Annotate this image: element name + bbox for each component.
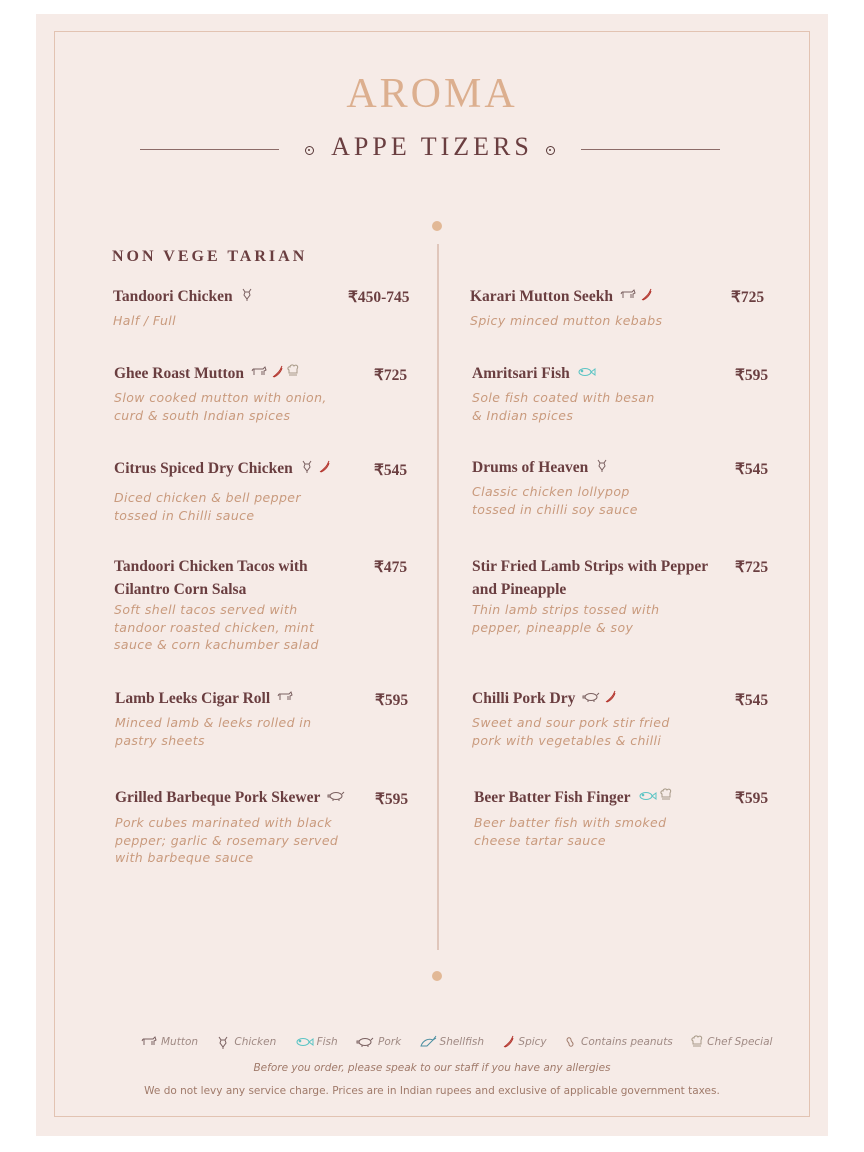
legend-label: Spicy bbox=[518, 1036, 547, 1048]
item-name bbox=[115, 687, 296, 711]
item-icons bbox=[276, 687, 296, 711]
item-icons bbox=[594, 456, 612, 480]
title-ornament-right bbox=[546, 146, 555, 155]
item-description: Beer batter fish with smoked cheese tartar sauce bbox=[474, 815, 667, 848]
item-price: ₹545 bbox=[374, 462, 408, 479]
spicy-icon bbox=[639, 286, 653, 309]
spicy-icon bbox=[317, 458, 331, 481]
item-price: ₹595 bbox=[735, 367, 769, 384]
item-description: Spicy minced mutton kebabs bbox=[470, 313, 663, 328]
chicken-icon bbox=[299, 458, 315, 481]
item-name bbox=[472, 555, 717, 601]
item-description: Pork cubes marinated with black pepper; garlic & rosemary served with barbeque sauce bbox=[115, 815, 339, 865]
chef-special-icon bbox=[659, 787, 673, 810]
item-name bbox=[114, 555, 339, 601]
item-name bbox=[115, 786, 348, 810]
item-name-text: Drums of Heaven bbox=[472, 459, 589, 476]
item-icons bbox=[250, 362, 302, 386]
legend-label: Pork bbox=[378, 1036, 402, 1048]
mutton-icon bbox=[140, 1036, 161, 1048]
fish-icon bbox=[576, 363, 596, 386]
item-price: ₹595 bbox=[375, 692, 409, 709]
mutton-icon bbox=[250, 363, 268, 386]
icon-legend bbox=[140, 1034, 786, 1050]
item-name-text: Tandoori Chicken Tacos with Cilantro Corn Salsa bbox=[114, 558, 308, 598]
item-description: Sole fish coated with besan & Indian spices bbox=[472, 390, 655, 423]
fish-icon bbox=[637, 787, 657, 810]
item-name-text: Karari Mutton Seekh bbox=[470, 288, 613, 305]
pork-icon bbox=[326, 787, 346, 810]
item-name-text: Beer Batter Fish Finger bbox=[474, 789, 631, 806]
item-price: ₹595 bbox=[375, 791, 409, 808]
item-icons bbox=[299, 457, 333, 481]
title-rule-right bbox=[581, 149, 720, 150]
legend-item bbox=[690, 1034, 772, 1050]
item-icons bbox=[239, 285, 257, 309]
item-name bbox=[474, 786, 675, 810]
item-description: Slow cooked mutton with onion, curd & south Indian spices bbox=[114, 390, 327, 423]
shellfish-icon bbox=[419, 1036, 440, 1048]
allergy-note: Before you order, please speak to our staff if you have any allergies bbox=[253, 1062, 611, 1074]
item-price: ₹725 bbox=[735, 559, 769, 576]
item-icons bbox=[619, 285, 655, 309]
chicken-icon bbox=[594, 457, 610, 480]
item-icons bbox=[576, 362, 598, 386]
spicy-icon bbox=[501, 1036, 518, 1048]
item-price: ₹545 bbox=[735, 692, 769, 709]
item-icons bbox=[581, 687, 619, 711]
chef-special-icon bbox=[690, 1036, 707, 1048]
legend-item bbox=[419, 1034, 485, 1050]
item-name-text: Amritsari Fish bbox=[472, 365, 570, 382]
item-description: Classic chicken lollypop tossed in chilli soy sauce bbox=[472, 484, 638, 517]
category-heading: NON VEGE TARIAN bbox=[112, 248, 308, 265]
legend-item bbox=[564, 1035, 673, 1049]
pork-icon bbox=[581, 688, 601, 711]
legend-label: Contains peanuts bbox=[580, 1036, 673, 1048]
legend-label: Chef Special bbox=[707, 1036, 773, 1048]
item-name bbox=[113, 285, 257, 309]
item-name-text: Ghee Roast Mutton bbox=[114, 365, 245, 382]
item-name-text: Grilled Barbeque Pork Skewer bbox=[115, 789, 321, 806]
item-name bbox=[114, 362, 302, 386]
item-price: ₹545 bbox=[735, 461, 769, 478]
tax-note: We do not levy any service charge. Prices are in Indian rupees and exclusive of applicable government taxes. bbox=[144, 1085, 720, 1097]
divider-ornament-bottom bbox=[432, 971, 442, 981]
item-name-text: Chilli Pork Dry bbox=[472, 690, 576, 707]
spicy-icon bbox=[270, 363, 284, 386]
chef-special-icon bbox=[286, 363, 300, 386]
chicken-icon bbox=[239, 286, 255, 309]
item-price: ₹450-745 bbox=[348, 289, 410, 306]
item-description: Minced lamb & leeks rolled in pastry sheets bbox=[115, 715, 312, 748]
mutton-icon bbox=[276, 688, 294, 711]
chicken-icon bbox=[215, 1036, 234, 1048]
legend-label: Fish bbox=[316, 1036, 338, 1048]
legend-label: Mutton bbox=[161, 1036, 199, 1048]
item-name bbox=[472, 362, 598, 386]
fish-icon bbox=[294, 1036, 317, 1048]
item-description: Half / Full bbox=[113, 313, 177, 328]
item-description: Soft shell tacos served with tandoor roasted chicken, mint sauce & corn kachumber salad bbox=[114, 602, 319, 652]
pork-icon bbox=[355, 1036, 378, 1048]
item-price: ₹725 bbox=[731, 289, 765, 306]
item-name bbox=[472, 456, 612, 480]
legend-item bbox=[294, 1035, 338, 1049]
divider-ornament-top bbox=[432, 221, 442, 231]
item-name-text: Tandoori Chicken bbox=[113, 288, 233, 305]
item-price: ₹475 bbox=[374, 559, 408, 576]
section-title: APPE TIZERS bbox=[331, 132, 533, 161]
legend-item bbox=[355, 1035, 401, 1049]
legend-item bbox=[140, 1035, 198, 1049]
item-name-text: Citrus Spiced Dry Chicken bbox=[114, 460, 293, 477]
legend-label: Shellfish bbox=[439, 1036, 485, 1048]
brand-title: AROMA bbox=[346, 71, 518, 117]
legend-label: Chicken bbox=[234, 1036, 277, 1048]
peanut-icon bbox=[564, 1036, 581, 1048]
item-name-text: Stir Fried Lamb Strips with Pepper and Pineapple bbox=[472, 558, 708, 598]
item-price: ₹725 bbox=[374, 367, 408, 384]
legend-item bbox=[501, 1035, 546, 1049]
item-name-text: Lamb Leeks Cigar Roll bbox=[115, 690, 271, 707]
spicy-icon bbox=[603, 688, 617, 711]
item-name bbox=[114, 457, 333, 481]
item-description: Sweet and sour pork stir fried pork with vegetables & chilli bbox=[472, 715, 670, 748]
item-icons bbox=[326, 786, 348, 810]
item-name bbox=[470, 285, 655, 309]
item-description: Diced chicken & bell pepper tossed in Chilli sauce bbox=[114, 490, 301, 523]
item-description: Thin lamb strips tossed with pepper, pineapple & soy bbox=[472, 602, 660, 635]
mutton-icon bbox=[619, 286, 637, 309]
legend-item bbox=[215, 1034, 276, 1050]
item-name bbox=[472, 687, 619, 711]
item-price: ₹595 bbox=[735, 790, 769, 807]
column-divider bbox=[437, 244, 439, 950]
item-icons bbox=[637, 786, 675, 810]
